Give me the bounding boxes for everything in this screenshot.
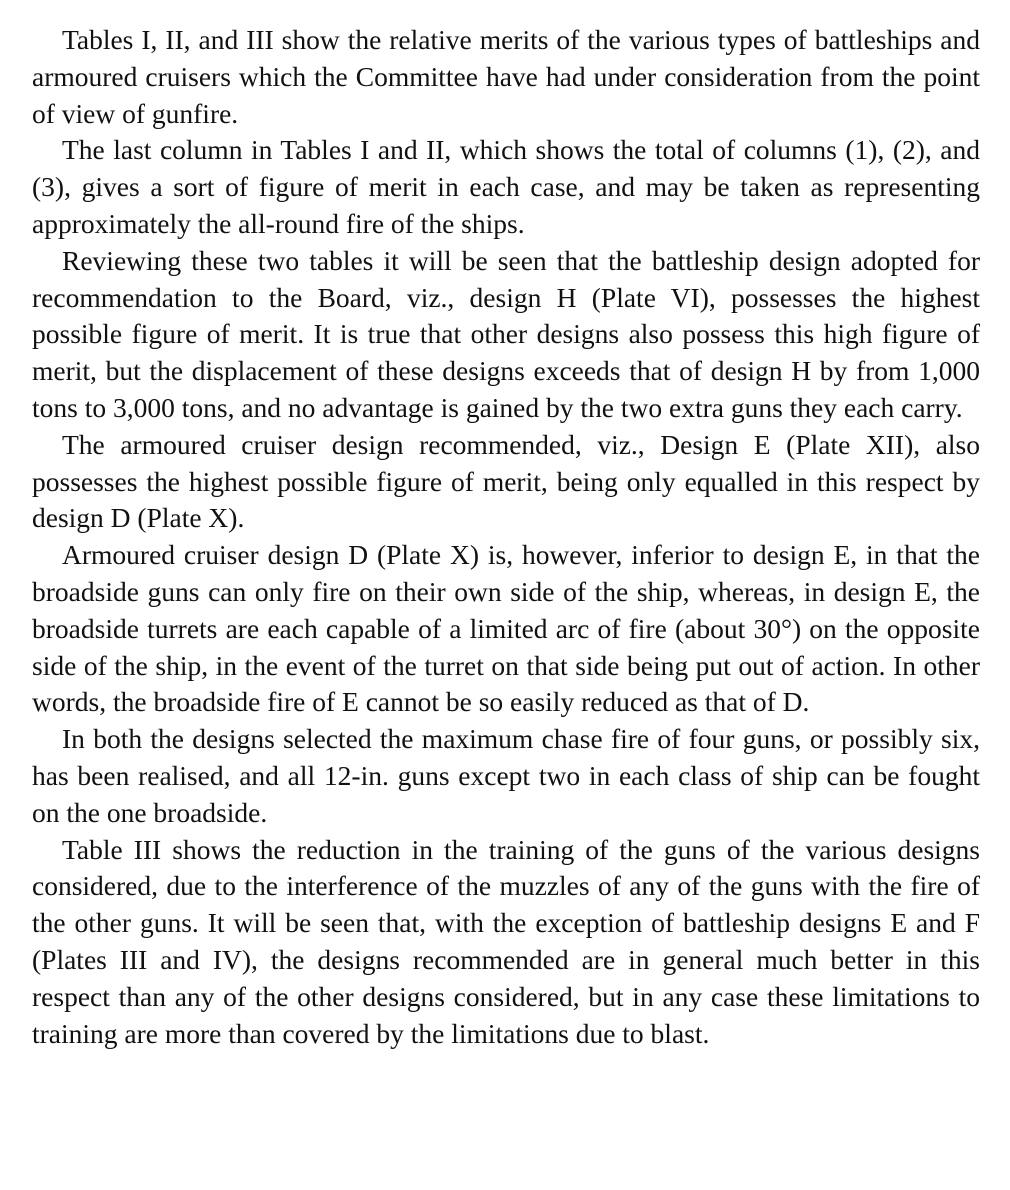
paragraph-cruiser-design-d: Armoured cruiser design D (Plate X) is, however, inferior to design E, in that the broadside guns can only fire on their own side of the ship, whereas, in design E, the broadside turrets are each capable of a limited arc of fire (about 30°) on the opposite side of the ship, in the event of the turret on that side being put out of action. In other words, the broadside fire of E cannot be so easily reduced as that of D. (32, 539, 980, 718)
paragraph-battleship-design: Reviewing these two tables it will be seen that the battleship design adopted for recommendation to the Board, viz., design H (Plate VI), possesses the highest possible figure of merit. It is true that other designs also possess this high figure of merit, but the displacement of these designs exceeds that of design H by from 1,000 tons to 3,000 tons, and no advantage is gained by the two extra guns they each carry. (32, 244, 980, 423)
document-page (32, 22, 980, 1052)
paragraph-table-three: Table III shows the reduction in the training of the guns of the various designs considered, due to the interference of the muzzles of any of the guns with the fire of the other guns. It will be seen that, with the exception of battleship designs E and F (Plates III and IV), the designs recommended are in general much better in this respect than any of the other designs considered, but in any case these limitations to training are more than covered by the limitations due to blast. (32, 833, 980, 1049)
paragraph-chase-fire: In both the designs selected the maximum chase fire of four guns, or possibly six, has been realised, and all 12-in. guns except two in each class of ship can be fought on the one broadside. (32, 723, 980, 828)
paragraph-last-column: The last column in Tables I and II, which shows the total of columns (1), (2), and (3), gives a sort of figure of merit in each case, and may be taken as representing approximately the all-round fire of the ships. (32, 134, 980, 239)
paragraph-tables-overview: Tables I, II, and III show the relative merits of the various types of battleships and armoured cruisers which the Committee have had under consideration from the point of view of gunfire. (32, 24, 980, 129)
paragraph-cruiser-design-e: The armoured cruiser design recommended, viz., Design E (Plate XII), also possesses the highest possible figure of merit, being only equalled in this respect by design D (Plate X). (32, 428, 980, 534)
